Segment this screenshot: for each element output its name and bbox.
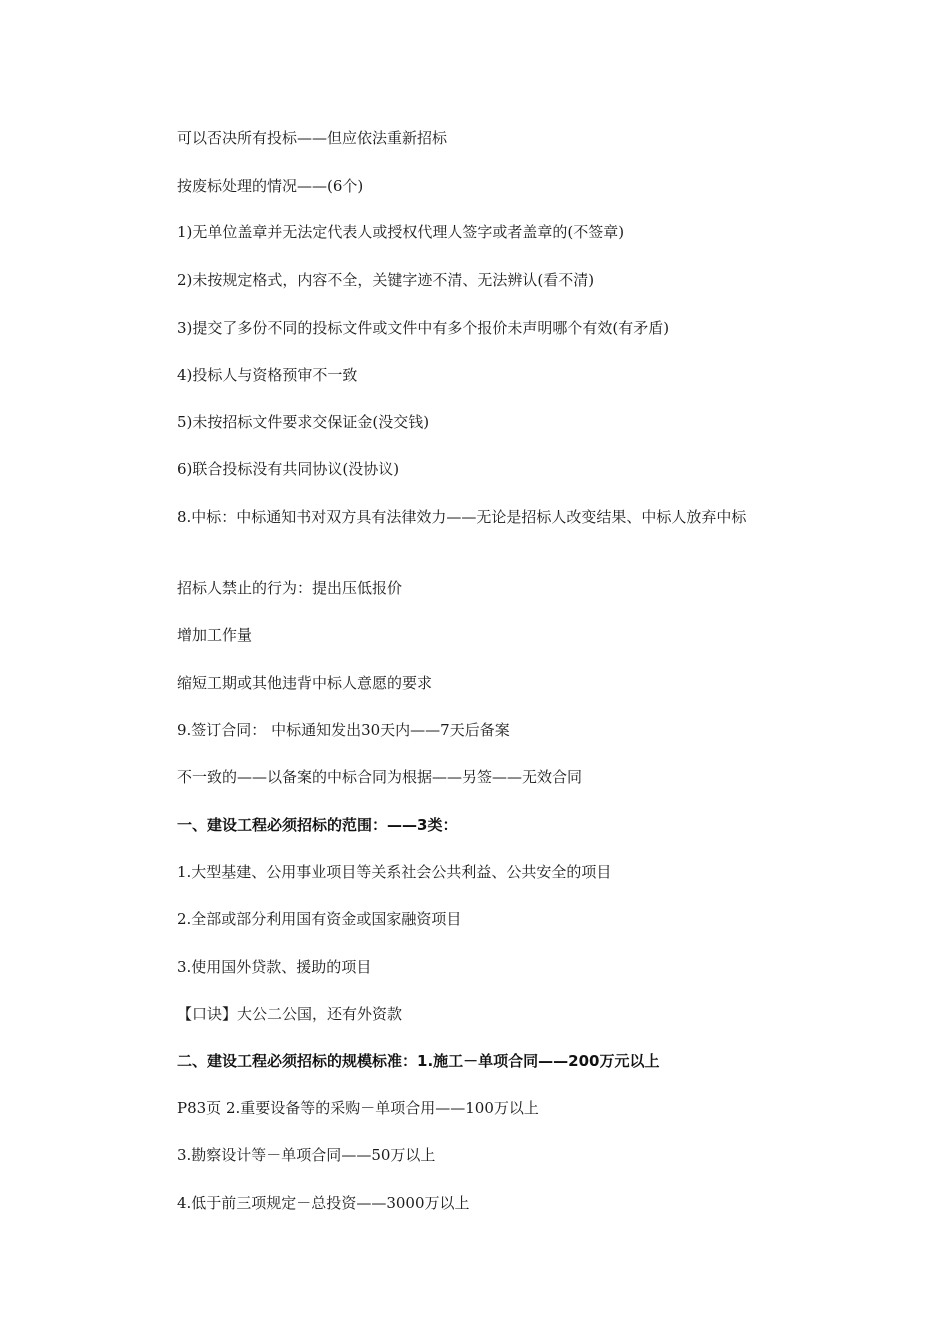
list-item-invalid-2: 2)未按规定格式，内容不全，关键字迹不清、无法辨认(看不清) (177, 271, 595, 289)
paragraph-invalid-bid-cases: 按废标处理的情况——(6个) (177, 177, 364, 195)
list-item-scope-3: 3.使用国外贷款、援助的项目 (177, 958, 372, 976)
list-item-scale-3: 3.勘察设计等－单项合同——50万以上 (177, 1146, 436, 1164)
paragraph-mnemonic: 【口诀】大公二公国，还有外资款 (177, 1005, 403, 1023)
heading-bidding-scale: 二、建设工程必须招标的规模标准：1.施工－单项合同——200万元以上 (177, 1052, 660, 1070)
list-item-invalid-5: 5)未按招标文件要求交保证金(没交钱) (177, 413, 430, 431)
paragraph-reject-all-bids: 可以否决所有投标——但应依法重新招标 (177, 129, 448, 147)
paragraph-prohibited-acts: 招标人禁止的行为：提出压低报价 (177, 579, 403, 597)
heading-bidding-scope: 一、建设工程必须招标的范围：——3类： (177, 816, 458, 834)
list-item-scale-2: P83页 2.重要设备等的采购－单项合用——100万以上 (177, 1099, 539, 1117)
paragraph-shorten-schedule: 缩短工期或其他违背中标人意愿的要求 (177, 674, 433, 692)
paragraph-inconsistent-contract: 不一致的——以备案的中标合同为根据——另签——无效合同 (177, 768, 583, 786)
paragraph-sign-contract: 9.签订合同： 中标通知发出30天内——7天后备案 (177, 721, 510, 739)
list-item-invalid-3: 3)提交了多份不同的投标文件或文件中有多个报价未声明哪个有效(有矛盾) (177, 319, 670, 337)
paragraph-winning-bid: 8.中标：中标通知书对双方具有法律效力——无论是招标人改变结果、中标人放弃中标 (177, 508, 747, 526)
list-item-invalid-6: 6)联合投标没有共同协议(没协议) (177, 460, 400, 478)
paragraph-increase-workload: 增加工作量 (177, 626, 253, 644)
list-item-invalid-4: 4)投标人与资格预审不一致 (177, 366, 358, 384)
list-item-scope-1: 1.大型基建、公用事业项目等关系社会公共利益、公共安全的项目 (177, 863, 612, 881)
list-item-scale-4: 4.低于前三项规定－总投资——3000万以上 (177, 1194, 470, 1212)
list-item-scope-2: 2.全部或部分利用国有资金或国家融资项目 (177, 910, 462, 928)
list-item-invalid-1: 1)无单位盖章并无法定代表人或授权代理人签字或者盖章的(不签章) (177, 223, 625, 241)
